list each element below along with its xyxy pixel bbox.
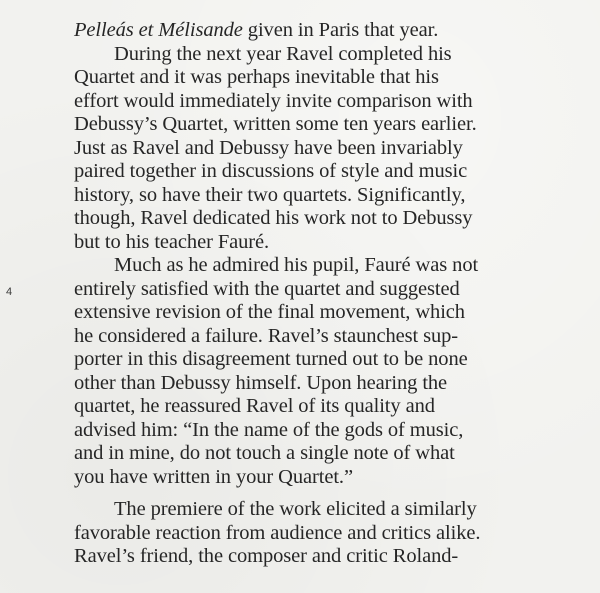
opening-line [74, 19, 590, 43]
text-line: Ravel’s friend, the composer and critic Roland- [74, 545, 459, 567]
paragraph-3 [74, 498, 590, 569]
text-line: favorable reaction from audience and critics alike. [74, 521, 481, 544]
text-line: porter in this disagreement turned out to be none [74, 348, 468, 370]
opening-line-rest: given in Paris that year. [242, 19, 439, 41]
text-line: though, Ravel dedicated his work not to Debussy [74, 207, 473, 229]
text-line: you have written in your Quartet.” [74, 465, 353, 488]
text-line: and in mine, do not touch a single note of what [74, 442, 455, 464]
text-line: advised him: “In the name of the gods of music, [74, 418, 464, 441]
text-line: Quartet and it was perhaps inevitable that his [74, 66, 439, 88]
text-line: effort would immediately invite comparison with [74, 89, 473, 112]
text-line: paired together in discussions of style and music [74, 160, 468, 182]
opera-title: Pelleás et Mélisande [74, 19, 243, 41]
text-line: Debussy’s Quartet, written some ten years earlier. [74, 113, 477, 135]
text-line: Much as he admired his pupil, Fauré was not [114, 254, 479, 276]
text-line: history, so have their two quartets. Significantly, [74, 183, 466, 206]
paragraph-1 [74, 43, 590, 255]
text-line: extensive revision of the final movement, which [74, 301, 465, 323]
paragraph-2 [74, 254, 590, 489]
text-line: The premiere of the work elicited a similarly [114, 498, 477, 520]
text-line: but to his teacher Fauré. [74, 230, 270, 253]
text-line: entirely satisfied with the quartet and suggested [74, 277, 460, 300]
text-line: During the next year Ravel completed his [114, 42, 452, 65]
text-block [74, 19, 590, 569]
text-line: Just as Ravel and Debussy have been invariably [74, 136, 463, 159]
text-line: he considered a failure. Ravel’s staunchest sup- [74, 324, 458, 347]
text-line: other than Debussy himself. Upon hearing the [74, 371, 448, 394]
text-line: quartet, he reassured Ravel of its quality and [74, 395, 435, 417]
page-number: 4 [6, 286, 13, 298]
